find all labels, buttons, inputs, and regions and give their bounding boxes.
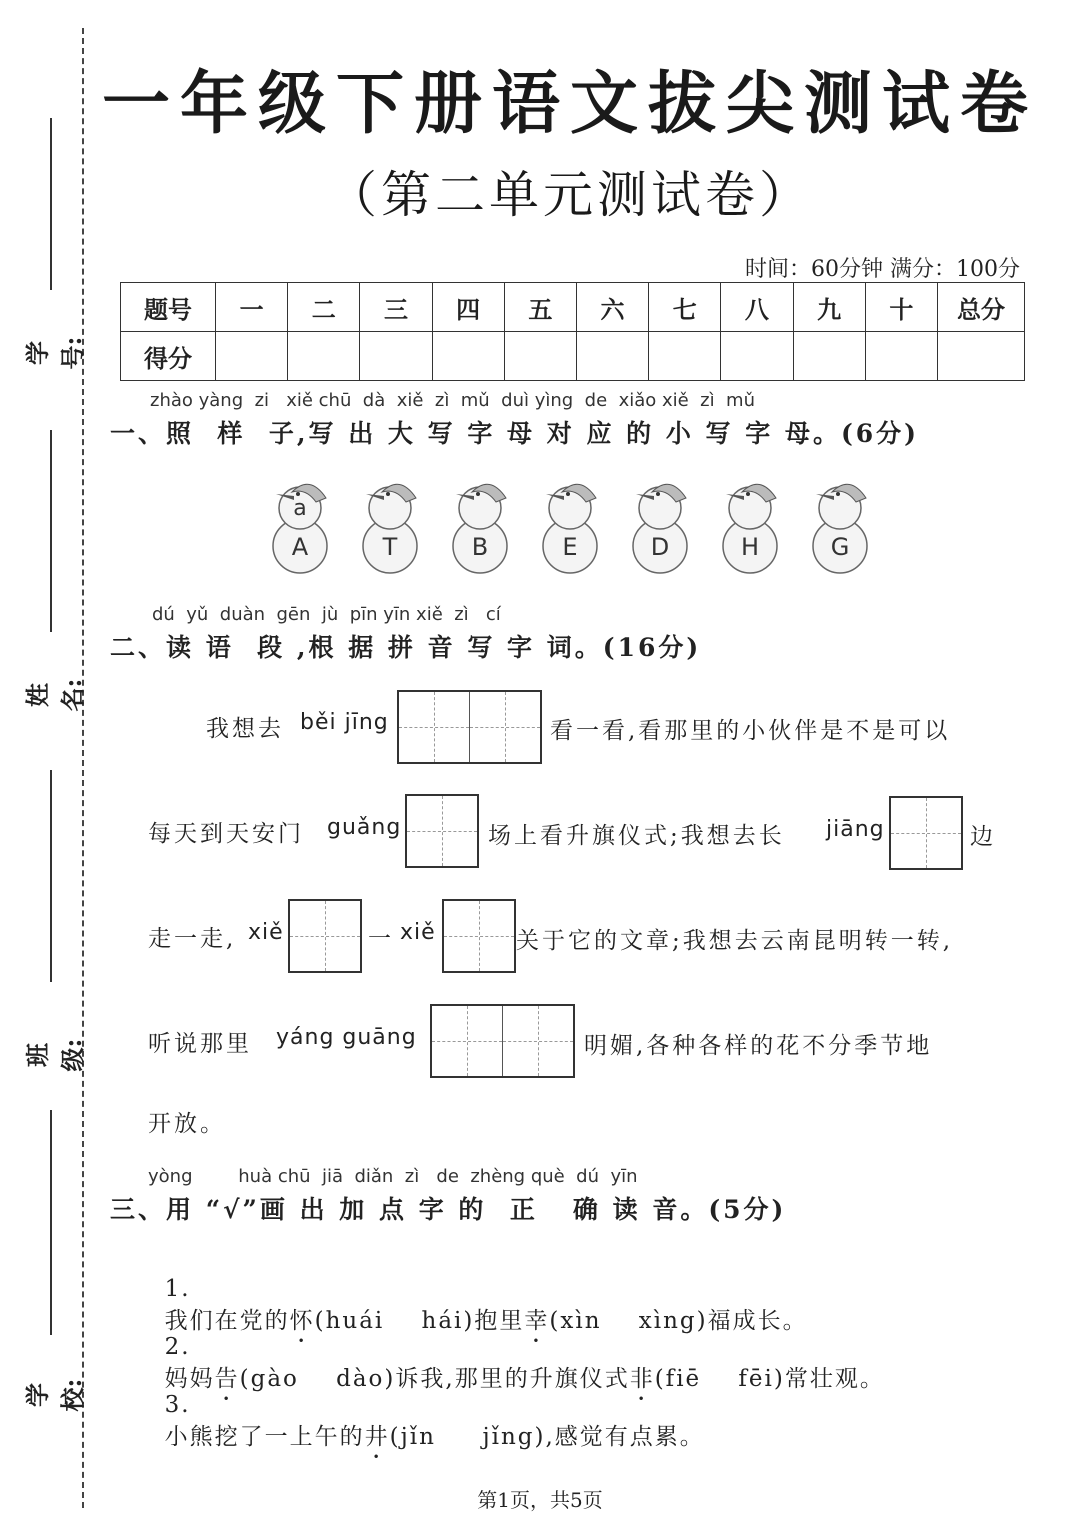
q-text: 小熊挖了一上午的 (164, 1424, 365, 1450)
uppercase-letter: H (740, 533, 760, 561)
score-cell[interactable] (216, 332, 288, 381)
score-cell[interactable] (793, 332, 865, 381)
score-header-cell: 八 (721, 283, 793, 332)
score-cell[interactable] (504, 332, 576, 381)
section3-pinyin: yòng huà chū jiā diǎn zì de zhèng què dú yīn (148, 1166, 638, 1187)
dotted-char: 非 (629, 1366, 655, 1392)
writing-box-xie2[interactable] (442, 899, 516, 973)
s2-line1-pinyin: běi jīng (300, 710, 389, 735)
q-number: 2. (164, 1334, 191, 1360)
section1-heading: 一、照 样 子,写 出 大 写 字 母 对 应 的 小 写 字 母。(6分) (110, 419, 920, 448)
page-footer: 第1页，共5页 (477, 1488, 603, 1512)
score-header-cell: 十 (865, 283, 937, 332)
writing-box-beijing[interactable] (397, 690, 542, 764)
score-cell[interactable] (938, 332, 1025, 381)
uppercase-letter: G (830, 533, 850, 561)
q-number: 1. (164, 1276, 191, 1302)
score-row-label: 得分 (121, 332, 216, 381)
page-subtitle: （第二单元测试卷） (327, 166, 813, 224)
s2-line2-text-a: 每天到天安门 (148, 821, 304, 847)
class-line (50, 770, 52, 982)
score-cell[interactable] (865, 332, 937, 381)
uppercase-letter: T (382, 533, 398, 561)
binding-line (82, 28, 84, 1508)
score-table (120, 282, 1025, 381)
section2-heading: 二、读 语 段 ,根 据 拼 音 写 字 词。(16分) (110, 633, 702, 662)
example-lowercase: a (293, 496, 307, 521)
score-cell[interactable] (432, 332, 504, 381)
q-options[interactable]: (gào dào)诉我,那里的升旗仪式 (239, 1366, 630, 1392)
section3-heading: 三、用 “√”画 出 加 点 字 的 正 确 读 音。(5分) (110, 1195, 787, 1224)
q-text: 我们在党的 (164, 1308, 290, 1334)
s2-line2-pinyin2: jiāng (826, 817, 885, 842)
score-header-cell: 九 (793, 283, 865, 332)
s2-line3-text-a: 走一走, (148, 926, 237, 952)
uppercase-letter: D (650, 533, 670, 561)
snowman (543, 484, 597, 573)
score-header-cell: 五 (504, 283, 576, 332)
time-info: 时间：60分钟 满分：100分 (745, 257, 1020, 282)
q-text: 妈妈 (164, 1366, 215, 1392)
q-number: 3. (164, 1392, 191, 1418)
s2-line5-text: 开放。 (148, 1111, 226, 1137)
score-header-cell: 四 (432, 283, 504, 332)
uppercase-letter: E (562, 533, 578, 561)
snowman (723, 484, 777, 573)
snowman-eye (476, 492, 480, 496)
snowmen-row (260, 470, 900, 580)
dotted-char: 幸 (524, 1308, 550, 1334)
s2-line4-text-b: 明媚,各种各样的花不分季节地 (584, 1033, 933, 1059)
snowman (633, 484, 687, 573)
snowman-eye (746, 492, 750, 496)
score-header-cell: 六 (576, 283, 648, 332)
score-cell[interactable] (288, 332, 360, 381)
question-3 (146, 1366, 705, 1451)
s2-line2-text-b: 场上看升旗仪式;我想去长 (488, 823, 785, 849)
score-header-cell: 题号 (121, 283, 216, 332)
score-cell[interactable] (576, 332, 648, 381)
dotted-char: 井 (364, 1424, 390, 1450)
school-line (50, 1110, 52, 1335)
uppercase-letter: A (291, 533, 309, 561)
score-header-cell: 七 (649, 283, 721, 332)
section1-pinyin: zhào yàng zi xiě chū dà xiě zì mǔ duì yìng de xiǎo xiě zì mǔ (150, 390, 756, 411)
score-cell[interactable] (360, 332, 432, 381)
score-header-cell: 总分 (938, 283, 1025, 332)
score-header-cell: 三 (360, 283, 432, 332)
writing-box-guang[interactable] (405, 794, 479, 868)
section2-pinyin: dú yǔ duàn gēn jù pīn yīn xiě zì cí (152, 604, 501, 625)
s2-line3-text-b: 一 (368, 926, 394, 952)
q-options[interactable]: (fiē fēi)常壮观。 (654, 1366, 885, 1392)
snowman-eye (386, 492, 390, 496)
score-cell[interactable] (721, 332, 793, 381)
uppercase-letter: B (471, 533, 489, 561)
s2-line4-text-a: 听说那里 (148, 1031, 252, 1057)
q-options[interactable]: (huái hái)抱里 (314, 1308, 525, 1334)
snowman (813, 484, 867, 573)
name-label: 姓名: (23, 678, 87, 712)
s2-line1-text-b: 看一看,看那里的小伙伴是不是可以 (550, 718, 951, 744)
q-options[interactable]: (xìn xìng)福成长。 (549, 1308, 808, 1334)
s2-line2-text-c: 边 (970, 824, 996, 850)
s2-line1-text-a: 我想去 (206, 716, 284, 742)
school-label: 学校: (23, 1378, 87, 1412)
snowman (453, 484, 507, 573)
s2-line3-pinyin2: xiě (400, 920, 436, 945)
class-label: 班级: (23, 1038, 87, 1072)
page-title: 一年级下册语文拔尖测试卷 (101, 64, 1038, 144)
writing-box-yangguang[interactable] (430, 1004, 575, 1078)
q-options[interactable]: (jǐn jǐng),感觉有点累。 (389, 1424, 705, 1450)
score-cell[interactable] (649, 332, 721, 381)
id-label: 学号: (23, 336, 87, 370)
s2-line4-pinyin: yáng guāng (276, 1025, 417, 1050)
score-header-row (121, 283, 1025, 332)
score-value-row (121, 332, 1025, 381)
snowman (363, 484, 417, 573)
writing-box-jiang[interactable] (889, 796, 963, 870)
snowman-eye (836, 492, 840, 496)
score-header-cell: 一 (216, 283, 288, 332)
dotted-char: 告 (214, 1366, 240, 1392)
writing-box-xie1[interactable] (288, 899, 362, 973)
s2-line3-text-c: 关于它的文章;我想去云南昆明转一转, (516, 928, 954, 954)
dotted-char: 怀 (289, 1308, 315, 1334)
snowman (273, 484, 327, 573)
s2-line2-pinyin1: guǎng (327, 815, 402, 840)
score-header-cell: 二 (288, 283, 360, 332)
s2-line3-pinyin1: xiě (248, 920, 284, 945)
snowman-eye (656, 492, 660, 496)
snowman-eye (566, 492, 570, 496)
name-line (50, 430, 52, 632)
